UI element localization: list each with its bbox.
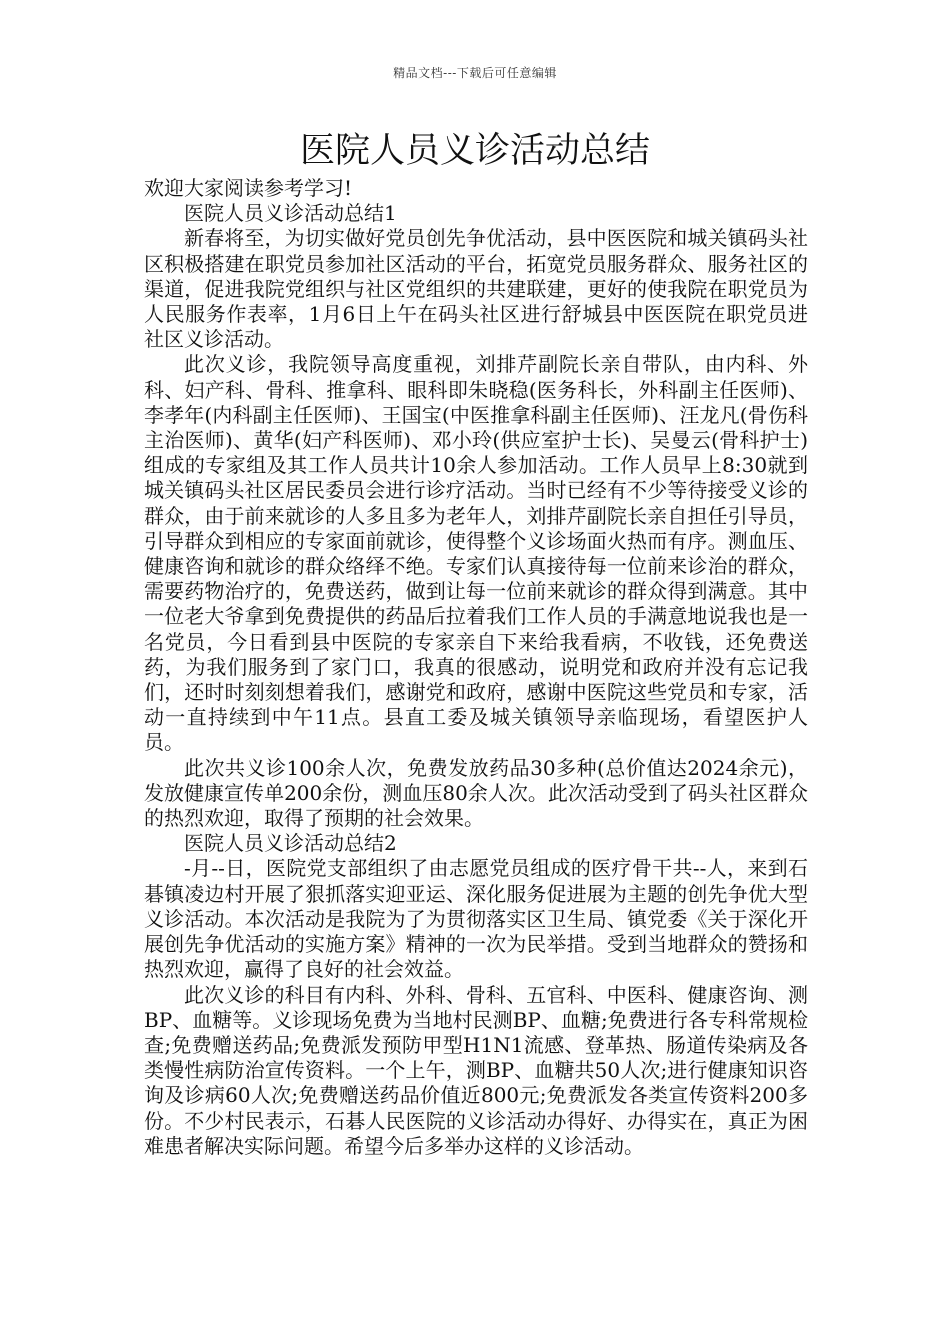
page-header-note: 精品文档---下载后可任意编辑 xyxy=(393,66,557,80)
section-1-paragraph-1: 新春将至，为切实做好党员创先争优活动，县中医医院和城关镇码头社区积极搭建在职党员参加社区活动的平台，拓宽党员服务群众、服务社区的渠道，促进我院党组织与社区党组织的共建联建，更好的使我院在职党员为人民服务作表率，1月6日上午在码头社区进行舒城县中医医院在职党员进社区义诊活动。 xyxy=(144,226,808,352)
section-1-paragraph-2: 此次义诊，我院领导高度重视，刘排芹副院长亲自带队，由内科、外科、妇产科、骨科、推拿科、眼科即朱晓稳(医务科长，外科副主任医师)、李孝年(内科副主任医师)、王国宝(中医推拿科副主任医师)、汪龙凡(骨伤科主治医师)、黄华(妇产科医师)、邓小玲(供应室护士长)、吴曼云(骨科护士)组成的专家组及其工作人员共计10余人参加活动。工作人员早上8:30就到城关镇码头社区居民委员会进行诊疗活动。当时已经有不少等待接受义诊的群众，由于前来就诊的人多且多为老年人，刘排芹副院长亲自担任引导员，引导群众到相应的专家面前就诊，使得整个义诊场面火热而有序。测血压、健康咨询和就诊的群众络绎不绝。专家们认真接待每一位前来诊治的群众，需要药物治疗的，免费送药，做到让每一位前来就诊的群众得到满意。其中一位老大爷拿到免费提供的药品后拉着我们工作人员的手满意地说我也是一名党员，今日看到县中医院的专家亲自下来给我看病，不收钱，还免费送药，为我们服务到了家门口，我真的很感动，说明党和政府并没有忘记我们，还时时刻刻想着我们，感谢党和政府，感谢中医院这些党员和专家，活动一直持续到中午11点。县直工委及城关镇领导亲临现场，看望医护人员。 xyxy=(144,352,808,755)
section-2-paragraph-1: -月--日，医院党支部组织了由志愿党员组成的医疗骨干共--人，来到石碁镇凌边村开展了狠抓落实迎亚运、深化服务促进展为主题的创先争优大型义诊活动。本次活动是我院为了为贯彻落实区卫生局、镇党委《关于深化开展创先争优活动的实施方案》精神的一次为民举措。受到当地群众的赞扬和热烈欢迎，赢得了良好的社会效益。 xyxy=(144,856,808,982)
document-body xyxy=(144,176,808,1159)
section-2-paragraph-2: 此次义诊的科目有内科、外科、骨科、五官科、中医科、健康咨询、测BP、血糖等。义诊现场免费为当地村民测BP、血糖;免费进行各专科常规检查;免费赠送药品;免费派发预防甲型H1N1流感、登革热、肠道传染病及各类慢性病防治宣传资料。一个上午，测BP、血糖共50人次;进行健康知识咨询及诊病60人次;免费赠送药品价值近800元;免费派发各类宣传资料200多份。不少村民表示，石碁人民医院的义诊活动办得好、办得实在，真正为困难患者解决实际问题。希望今后多举办这样的义诊活动。 xyxy=(144,982,808,1158)
section-1-paragraph-3: 此次共义诊100余人次，免费发放药品30多种(总价值达2024余元)，发放健康宣传单200余份，测血压80余人次。此次活动受到了码头社区群众的热烈欢迎，取得了预期的社会效果。 xyxy=(144,755,808,831)
document-title: 医院人员义诊活动总结 xyxy=(299,131,650,171)
intro-line: 欢迎大家阅读参考学习! xyxy=(144,176,353,200)
section-2-heading: 医院人员义诊活动总结2 xyxy=(184,831,397,856)
section-1-heading: 医院人员义诊活动总结1 xyxy=(184,201,397,226)
